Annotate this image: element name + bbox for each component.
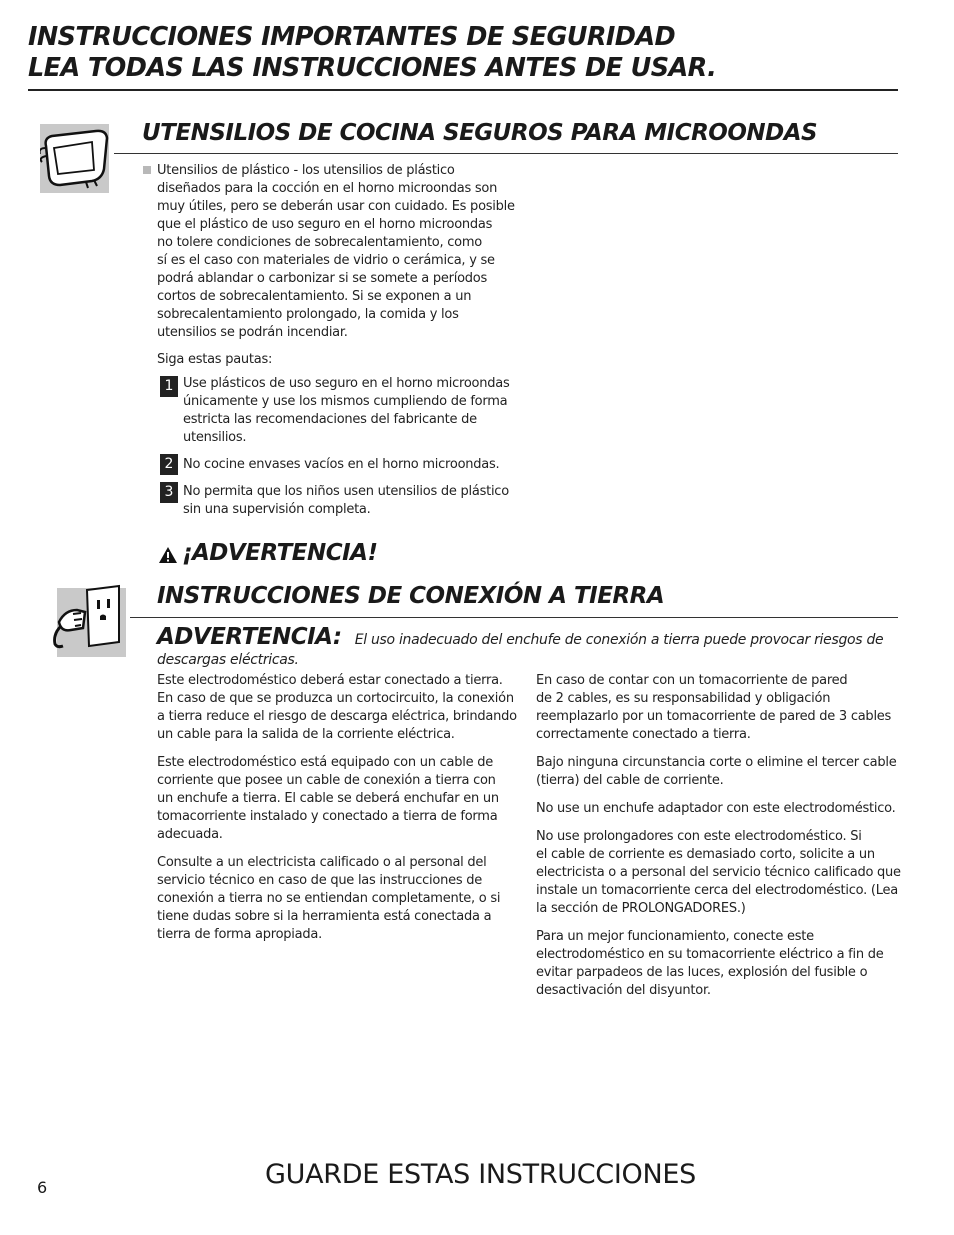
text-line: corriente que posee un cable de conexión a tierra con [157,773,496,788]
text-line: No use prolongadores con este electrodoméstico. Si [536,829,862,844]
paragraph [536,928,901,1000]
text-line: cortos de sobrecalentamiento. Si se exponen a un [157,289,472,304]
plastic-utensils-paragraph [157,162,527,342]
text-line: servicio técnico en caso de que las instrucciones de [157,873,482,888]
text-line: un enchufe a tierra. El cable se deberá enchufar en un [157,791,499,806]
text-line: Para un mejor funcionamiento, conecte este [536,929,814,944]
header-line-1: INSTRUCCIONES IMPORTANTES DE SEGURIDAD [28,22,676,52]
text-line: tiene dudas sobre si la herramienta está conectada a [157,909,492,924]
text-line: Bajo ninguna circunstancia corte o elimine el tercer cable [536,755,897,770]
paragraph [536,828,901,918]
text-line: tierra de forma apropiada. [157,927,322,942]
paragraph [157,854,522,944]
warning-triangle-icon [158,545,178,565]
text-line: No cocine envases vacíos en el horno microondas. [183,457,500,472]
text-line: la sección de PROLONGADORES.) [536,901,746,916]
text-line: Consulte a un electricista calificado o al personal del [157,855,487,870]
step-number-1: 1 [160,376,178,397]
text-line: evitar parpadeos de las luces, explosión del fusible o [536,965,868,980]
step-3-text [183,483,528,519]
text-line: podrá ablandar o carbonizar si se somete a períodos [157,271,488,286]
text-line: un cable para la salida de la corriente eléctrica. [157,727,455,742]
step-number-3: 3 [160,482,178,503]
text-line: tomacorriente instalado y conectado a tierra de forma [157,809,498,824]
text-line: electrodoméstico en su tomacorriente eléctrico a fin de [536,947,884,962]
text-line: electricista o a personal del servicio técnico calificado que [536,865,901,880]
text-line: muy útiles, pero se deberán usar con cuidado. Es posible [157,199,515,214]
section1-title: UTENSILIOS DE COCINA SEGUROS PARA MICROONDAS [142,120,818,146]
text-line: únicamente y use los mismos cumpliendo de forma [183,394,508,409]
text-line: Use plásticos de uso seguro en el horno microondas [183,376,510,391]
advert-label: ADVERTENCIA: [157,624,342,650]
header-line-2: LEA TODAS LAS INSTRUCCIONES ANTES DE USAR. [28,53,717,83]
guidelines-intro: Siga estas pautas: [157,352,273,367]
paragraph [157,754,522,844]
grounded-plug-outlet-icon [57,588,126,657]
text-line: No permita que los niños usen utensilios de plástico [183,484,509,499]
text-line: En caso de que se produzca un cortocircuito, la conexión [157,691,514,706]
paragraph [536,754,901,790]
step-1-text [183,375,528,447]
text-line: no tolere condiciones de sobrecalentamiento, como [157,235,482,250]
paragraph [157,672,522,744]
page-header [28,22,716,84]
text-line: Este electrodoméstico está equipado con un cable de [157,755,493,770]
page-number: 6 [37,1178,48,1197]
section2-rule [130,617,898,618]
text-line: conexión a tierra no se entiendan completamente, o si [157,891,501,906]
text-line: desactivación del disyuntor. [536,983,711,998]
step-2-text [183,456,528,474]
text-line: No use un enchufe adaptador con este electrodoméstico. [536,801,896,816]
text-line: instale un tomacorriente cerca del electrodoméstico. (Lea [536,883,898,898]
bullet-marker [143,166,151,174]
text-line: que el plástico de uso seguro en el horno microondas [157,217,493,232]
text-line: utensilios. [183,430,247,445]
paragraph [536,800,901,818]
step-number-2: 2 [160,454,178,475]
header-rule [28,89,898,91]
warning-title: ¡ADVERTENCIA! [182,540,378,566]
paragraph [536,672,901,744]
text-line: el cable de corriente es demasiado corto, solicite a un [536,847,875,862]
text-line: a tierra reduce el riesgo de descarga eléctrica, brindando [157,709,517,724]
text-line: diseñados para la cocción en el horno microondas son [157,181,498,196]
text-line: sobrecalentamiento prolongado, la comida y los [157,307,459,322]
text-line: reemplazarlo por un tomacorriente de pared de 3 cables [536,709,892,724]
text-line: sin una supervisión completa. [183,502,371,517]
text-line: (tierra) del cable de corriente. [536,773,724,788]
left-column [157,672,522,954]
cookware-dish-icon [40,124,109,193]
text-line: Utensilios de plástico - los utensilios de plástico [157,163,455,178]
section2-title: INSTRUCCIONES DE CONEXIÓN A TIERRA [157,583,665,609]
section1-rule [114,153,898,154]
text-line: En caso de contar con un tomacorriente de pared [536,673,848,688]
text-line: sí es el caso con materiales de vidrio o cerámica, y se [157,253,495,268]
text-line: adecuada. [157,827,223,842]
text-line: utensilios se podrán incendiar. [157,325,348,340]
advert-text: El uso inadecuado del enchufe de conexión a tierra puede provocar riesgos de [354,632,884,648]
advert-block [157,624,897,650]
advert-text-cont: descargas eléctricas. [157,652,299,668]
text-line: correctamente conectado a tierra. [536,727,751,742]
save-instructions: GUARDE ESTAS INSTRUCCIONES [265,1159,696,1190]
text-line: estricta las recomendaciones del fabricante de [183,412,477,427]
right-column [536,672,901,1010]
text-line: de 2 cables, es su responsabilidad y obligación [536,691,831,706]
text-line: Este electrodoméstico deberá estar conectado a tierra. [157,673,503,688]
